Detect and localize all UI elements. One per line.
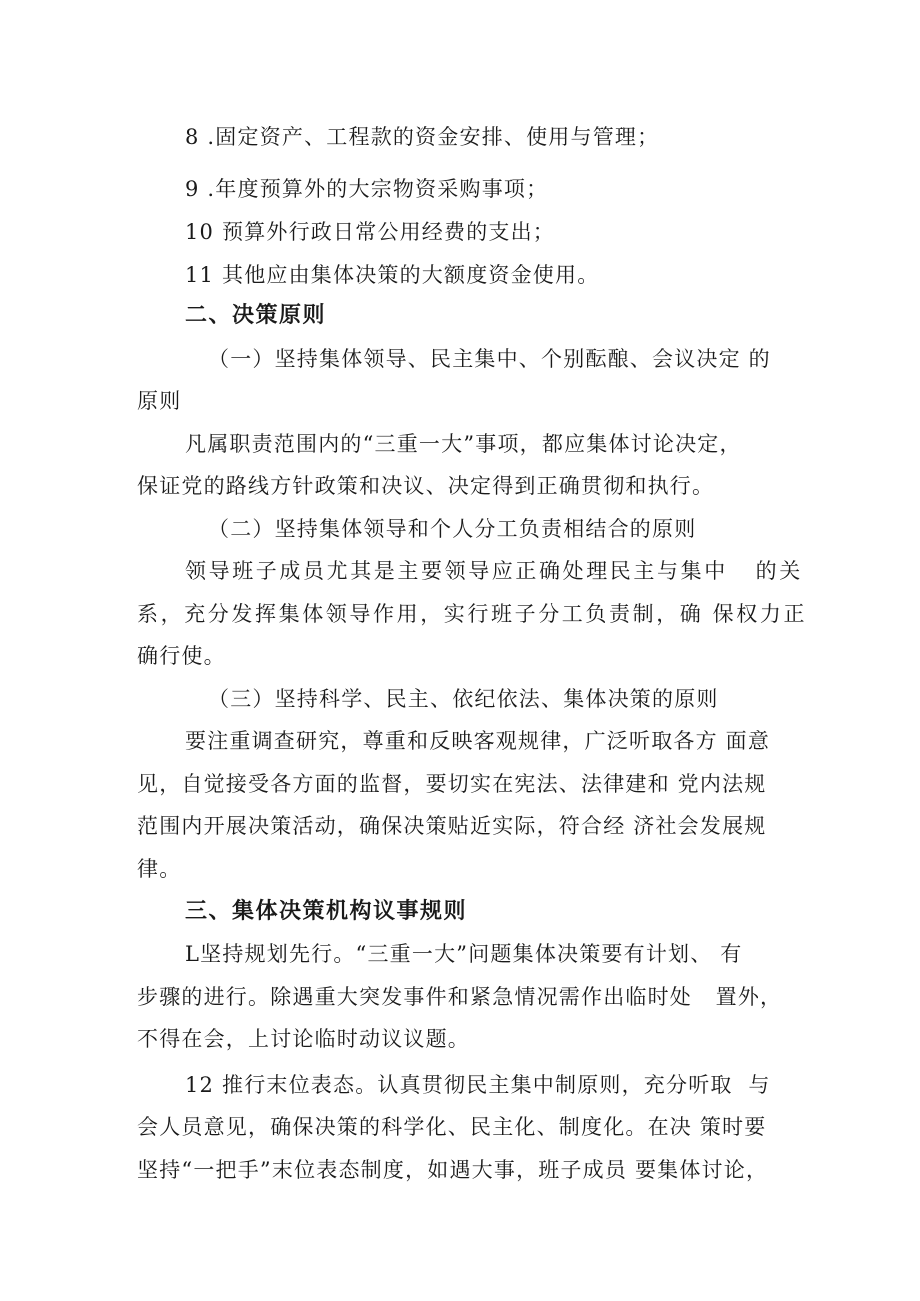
paragraph-2-3-line4: 律。 (137, 857, 182, 881)
paragraph-2-1-line2: 保证党的路线方针政策和决议、决定得到正确贯彻和执行。 (137, 474, 715, 498)
rule-1-line3: 不得在会，上讨论临时动议议题。 (137, 1027, 470, 1051)
list-item-11: 11 其他应由集体决策的大额度资金使用。 (185, 263, 600, 287)
rule-1-line1: L坚持规划先行。“三重一大”问题集体决策要有计划、 有 (185, 942, 743, 966)
rule-2-line1: 12 推行末位表态。认真贯彻民主集中制原则，充分听取 与 (185, 1073, 771, 1097)
paragraph-2-2-line1: 领导班子成员尤其是主要领导应正确处理民主与集中 的关 (185, 559, 803, 583)
paragraph-2-3-line2: 见，自觉接受各方面的监督，要切实在宪法、法律建和 党内法规 (137, 772, 767, 796)
section-3-heading: 三、集体决策机构议事规则 (185, 899, 468, 924)
section-2-heading: 二、决策原则 (185, 303, 327, 328)
subheading-2-2: （二）坚持集体领导和个人分工负责相结合的原则 (208, 517, 697, 541)
paragraph-2-3-line3: 范围内开展决策活动，确保决策贴近实际，符合经 济社会发展规 (137, 814, 767, 838)
paragraph-2-2-line2: 系，充分发挥集体领导作用，实行班子分工负责制，确 保权力正 (137, 602, 808, 626)
paragraph-2-3-line1: 要注重调查研究，尊重和反映客观规律，广泛听取各方 面意 (185, 729, 771, 753)
subheading-2-1-line2: 原则 (137, 389, 182, 413)
paragraph-2-2-line3: 确行使。 (137, 644, 226, 668)
subheading-2-1-line1: （一）坚持集体领导、民主集中、个别酝酿、会议决定 的 (208, 347, 771, 371)
paragraph-2-1-line1: 凡属职责范围内的“三重一大”事项，都应集体讨论决定， (185, 432, 742, 456)
rule-1-line2: 步骤的进行。除遇重大突发事件和紧急情况需作出临时处 置外， (137, 985, 783, 1009)
list-item-9: 9 .年度预算外的大宗物资采购事项； (185, 177, 549, 201)
list-item-8: 8 .固定资产、工程款的资金安排、使用与管理； (185, 125, 660, 149)
subheading-2-3: （三）坚持科学、民主、依纪依法、集体决策的原则 (208, 687, 719, 711)
rule-2-line2: 会人员意见，确保决策的科学化、民主化、制度化。在决 策时要 (137, 1115, 767, 1139)
list-item-10: 10 预算外行政日常公用经费的支出； (185, 220, 555, 244)
rule-2-line3: 坚持“一把手”末位表态制度，如遇大事，班子成员 要集体讨论， (137, 1158, 769, 1182)
